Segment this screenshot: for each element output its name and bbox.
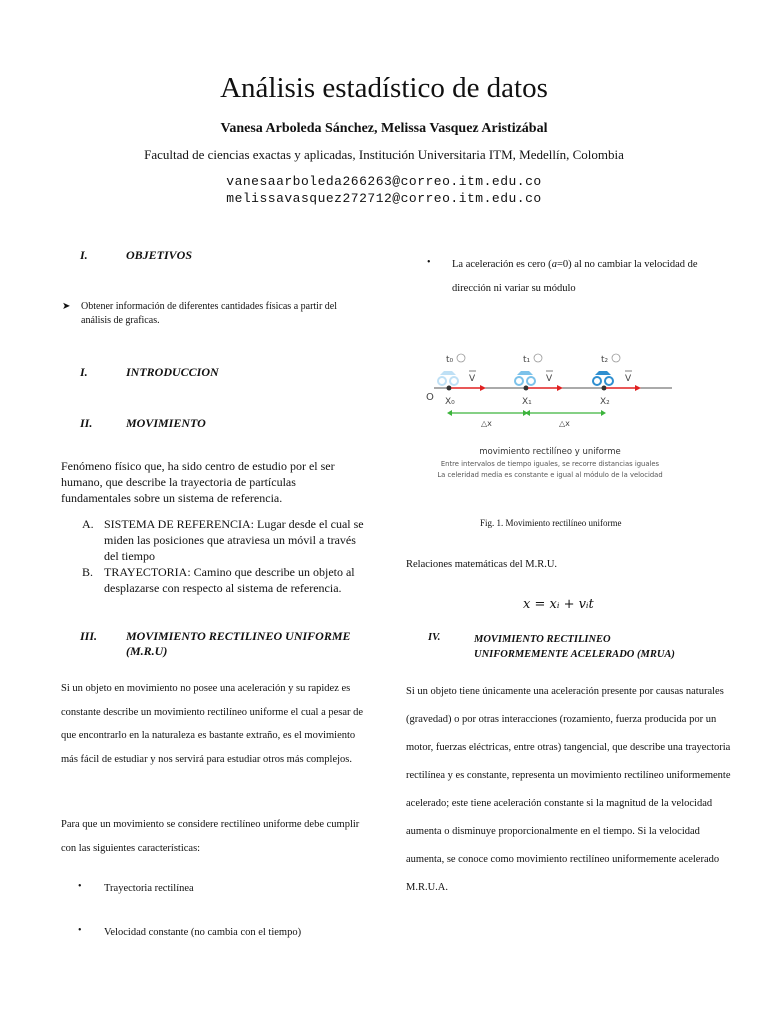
relaciones-text: Relaciones matemáticas del M.R.U. xyxy=(406,559,558,570)
mru-paragraph-2: Para que un movimiento se considere rectilíneo uniforme debe cumplir con las siguientes características: xyxy=(61,819,360,854)
section-number: I. xyxy=(80,248,88,262)
clock-icon xyxy=(612,354,620,362)
paper-title: Análisis estadístico de datos xyxy=(220,72,548,104)
figure-line-1: Entre intervalos de tiempo iguales, se recorre distancias iguales xyxy=(440,460,660,468)
bullet-item: Trayectoria rectilínea xyxy=(104,883,194,894)
objective-text: Obtener información de diferentes cantidades físicas a partir del análisis de graficas. xyxy=(81,301,338,326)
position-point xyxy=(602,386,607,391)
section-label: MOVIMIENTO RECTILINEO UNIFORMEMENTE ACELERADO (MRUA) xyxy=(474,634,675,660)
email-2[interactable]: melissavasquez272712@correo.itm.edu.co xyxy=(226,191,542,206)
email-1[interactable]: vanesaarboleda266263@correo.itm.edu.co xyxy=(226,174,542,189)
position-label: X₂ xyxy=(600,397,610,407)
section-introduccion xyxy=(80,365,370,381)
bullet-icon: • xyxy=(78,881,82,892)
section-label: MOVIMIENTO xyxy=(126,416,206,430)
delta-arrow xyxy=(447,410,452,416)
section-objetivos xyxy=(80,248,370,264)
section-label: INTRODUCCION xyxy=(126,365,219,379)
delta-arrow xyxy=(525,410,530,416)
acceleration-bullet: La aceleración es cero (a=0) al no cambiar la velocidad de dirección ni variar su módulo xyxy=(452,259,698,294)
figure-caption: Fig. 1. Movimiento rectilíneo uniforme xyxy=(480,518,622,528)
velocity-label: V xyxy=(469,374,476,384)
mru-figure xyxy=(420,345,680,485)
section-number: I. xyxy=(80,365,88,379)
time-label: t₁ xyxy=(523,355,531,365)
delta-label: △x xyxy=(559,419,570,428)
list-item xyxy=(82,516,367,564)
section-number: III. xyxy=(80,629,98,643)
authors: Vanesa Arboleda Sánchez, Melissa Vasquez Aristizábal xyxy=(220,121,548,136)
delta-arrow xyxy=(601,410,606,416)
list-item xyxy=(82,564,367,596)
delta-label: △x xyxy=(481,419,492,428)
velocity-arrow xyxy=(635,385,641,391)
motorcycle-icon xyxy=(593,371,613,385)
section-label: MOVIMIENTO RECTILINEO UNIFORME (M.R.U) xyxy=(126,629,351,658)
figure-line-2: La celeridad media es constante e igual al módulo de la velocidad xyxy=(437,471,663,479)
definition-list xyxy=(82,516,367,596)
velocity-arrow xyxy=(557,385,563,391)
list-text: SISTEMA DE REFERENCIA: Lugar desde el cual se miden las posiciones que atraviesa un móvil a través del tiempo xyxy=(104,517,364,563)
clock-icon xyxy=(457,354,465,362)
mru-formula: x = xᵢ + vᵢt xyxy=(523,597,594,612)
section-number: IV. xyxy=(428,632,441,643)
section-number: II. xyxy=(80,416,93,430)
mru-paragraph-1: Si un objeto en movimiento no posee una aceleración y su rapidez es constante describe un movimiento rectilíneo uniforme el cual a pesar de que encontrarlo en la naturaleza es bastante extraño, es el movimiento más fácil de estudiar y nos servirá para estudiar otros más complejos. xyxy=(61,683,364,765)
objective-item xyxy=(62,300,362,328)
list-marker: B. xyxy=(82,565,94,579)
velocity-arrow xyxy=(480,385,486,391)
list-text: TRAYECTORIA: Camino que describe un objeto al desplazarse con respecto al sistema de referencia. xyxy=(104,565,355,595)
motorcycle-icon xyxy=(515,371,535,385)
section-mrua xyxy=(428,632,748,662)
position-point xyxy=(447,386,452,391)
motorcycle-icon xyxy=(438,371,458,385)
list-marker: A. xyxy=(82,517,94,531)
bullet-icon: • xyxy=(78,925,82,936)
origin-label: O xyxy=(426,392,434,403)
section-movimiento xyxy=(80,416,370,432)
velocity-label: V xyxy=(625,374,632,384)
arrow-bullet-icon: ➤ xyxy=(62,301,71,312)
bullet-icon: • xyxy=(427,257,431,268)
position-label: X₀ xyxy=(445,397,455,407)
affiliation: Facultad de ciencias exactas y aplicadas, Institución Universitaria ITM, Medellín, Colombia xyxy=(144,147,624,162)
figure-title: movimiento rectilíneo y uniforme xyxy=(479,447,621,457)
section-label: OBJETIVOS xyxy=(126,248,193,262)
time-label: t₂ xyxy=(601,355,609,365)
position-label: X₁ xyxy=(522,397,532,407)
mrua-paragraph: Si un objeto tiene únicamente una aceleración presente por causas naturales (gravedad) o por otras interacciones (rozamiento, fuerza producida por un motor, fuerzas eléctricas, entre otras) tangencial, que describe una trayectoria rectilínea y es constante, representa un movimiento rectilíneo uniformemente acelerado; este tiene aceleración constante si la magnitud de la velocidad aumenta o disminuye proporcionalmente en el tiempo. Si la velocidad aumenta, se conoce como movimiento rectilíneo uniformemente acelerado M.R.U.A. xyxy=(406,686,731,893)
time-label: t₀ xyxy=(446,355,454,365)
movimiento-paragraph: Fenómeno físico que, ha sido centro de estudio por el ser humano, que describe la trayectoria de partículas fundamentales sobre un sistema de referencia. xyxy=(61,459,335,505)
bullet-item: Velocidad constante (no cambia con el tiempo) xyxy=(104,927,302,938)
clock-icon xyxy=(534,354,542,362)
position-point xyxy=(524,386,529,391)
velocity-label: V xyxy=(546,374,553,384)
